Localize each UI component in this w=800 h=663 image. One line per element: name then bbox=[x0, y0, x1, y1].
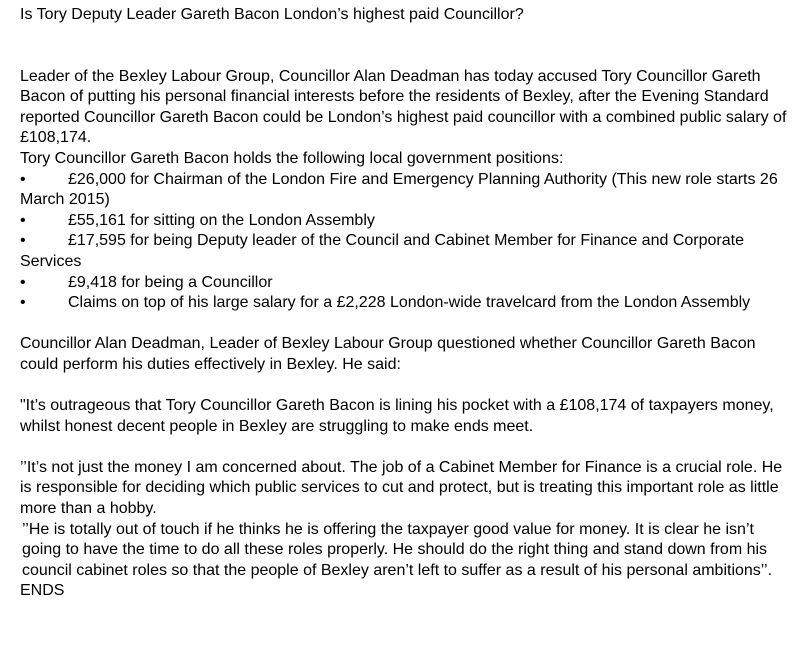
list-item bbox=[20, 211, 790, 232]
position-text: £55,161 for sitting on the London Assembly bbox=[68, 211, 375, 229]
deadman-intro-paragraph: Councillor Alan Deadman, Leader of Bexley Labour Group questioned whether Councillor Gareth Bacon could perform his duties effectively in Bexley. He said: bbox=[20, 335, 756, 373]
end-marker: ENDS bbox=[20, 582, 65, 600]
bullet-icon: • bbox=[20, 232, 26, 250]
bullet-icon: • bbox=[20, 294, 26, 312]
position-text: £9,418 for being a Councillor bbox=[68, 273, 273, 291]
positions-heading: Tory Councillor Gareth Bacon holds the following local government positions: bbox=[20, 149, 564, 167]
list-item bbox=[20, 293, 790, 314]
bullet-icon: • bbox=[20, 273, 26, 291]
position-text: £26,000 for Chairman of the London Fire and Emergency Planning Authority (This new role starts 26 March 2015) bbox=[20, 170, 778, 209]
bullet-icon: • bbox=[20, 170, 26, 188]
press-release-document bbox=[20, 5, 790, 602]
spacer bbox=[20, 437, 790, 458]
quote-paragraph-3: ’’He is totally out of touch if he thinks he is offering the taxpayer good value for money. It is clear he isn’t going to have the time to do all these roles properly. He should do the right thing and stand down from his council cabinet roles so that the people of Bexley aren’t left to suffer as a result of his personal ambitions’’. bbox=[22, 520, 773, 579]
list-item bbox=[20, 231, 790, 272]
positions-list bbox=[20, 170, 790, 314]
list-item bbox=[20, 273, 790, 294]
quote-paragraph-2: ’’It’s not just the money I am concerned about. The job of a Cabinet Member for Finance is a crucial role. He is responsible for deciding which public services to cut and protect, but is treating this important role as little more than a hobby. bbox=[20, 458, 783, 518]
spacer bbox=[20, 314, 790, 335]
list-item bbox=[20, 170, 790, 211]
spacer bbox=[20, 26, 790, 67]
document-title: Is Tory Deputy Leader Gareth Bacon London’s highest paid Councillor? bbox=[20, 6, 524, 23]
bullet-icon: • bbox=[20, 211, 26, 229]
quote-paragraph-1: "It’s outrageous that Tory Councillor Gareth Bacon is lining his pocket with a £108,174 of taxpayers money, whilst honest decent people in Bexley are struggling to make ends meet. bbox=[20, 397, 774, 435]
intro-paragraph: Leader of the Bexley Labour Group, Councillor Alan Deadman has today accused Tory Councillor Gareth Bacon of putting his personal financial interests before the residents of Bexley, after the Evening Standard reported Councillor Gareth Bacon could be London’s highest paid councillor with a combined public salary of £108,174. bbox=[20, 67, 787, 147]
spacer bbox=[20, 376, 790, 397]
position-text: Claims on top of his large salary for a £2,228 London-wide travelcard from the London Assembly bbox=[68, 294, 751, 312]
position-text: £17,595 for being Deputy leader of the Council and Cabinet Member for Finance and Corporate Services bbox=[20, 232, 744, 270]
